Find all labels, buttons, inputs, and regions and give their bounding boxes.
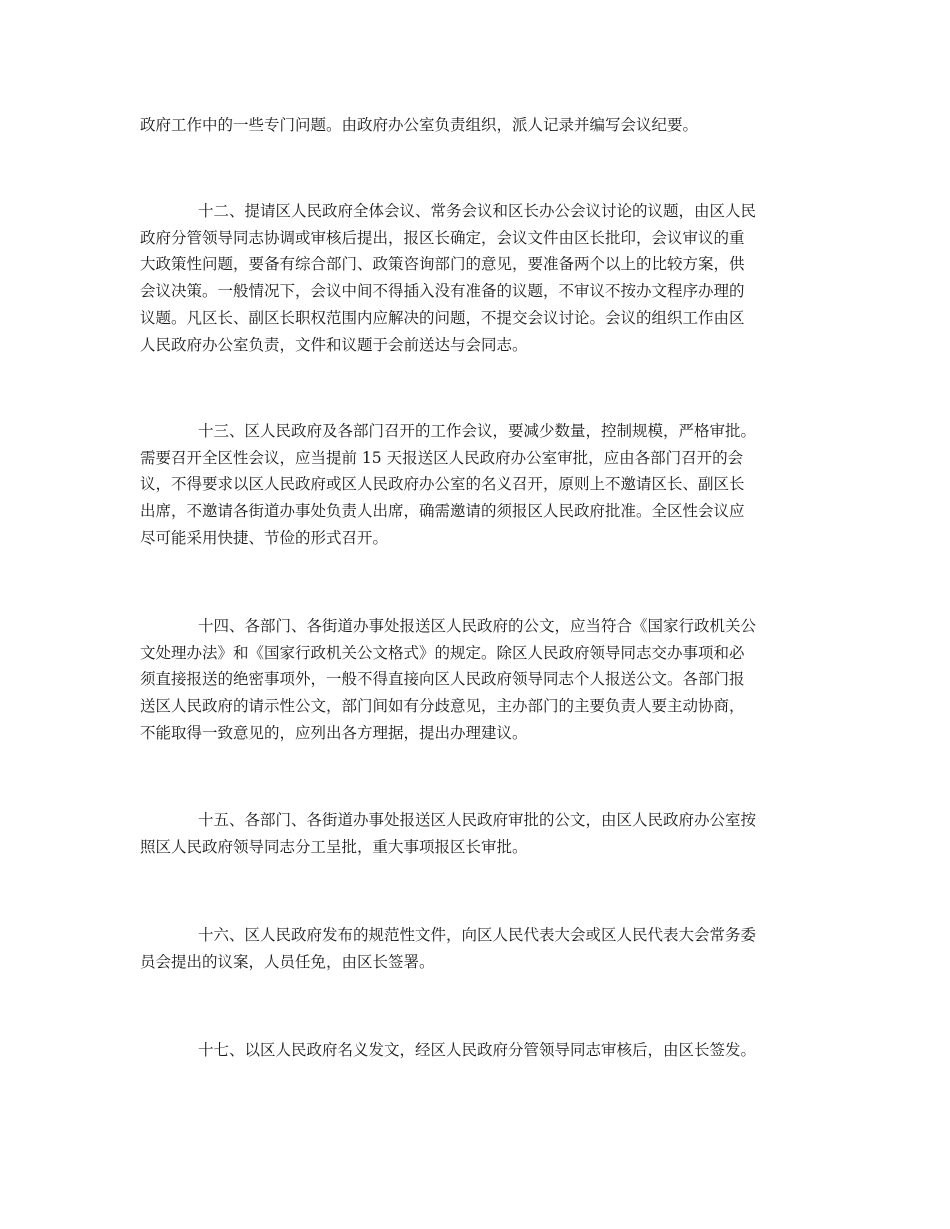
text-line: 十五、各部门、各街道办事处报送区人民政府审批的公文，由区人民政府办公室按	[198, 811, 757, 829]
text-line: 议题。凡区长、副区长职权范围内应解决的问题，不提交会议讨论。会议的组织工作由区	[140, 308, 745, 327]
text-line: 不能取得一致意见的，应列出各方理据，提出办理建议。	[140, 723, 528, 742]
paragraph-article-17	[140, 1037, 812, 1064]
text-line: 须直接报送的绝密事项外，一般不得直接向区人民政府领导同志个人报送公文。各部门报	[140, 670, 745, 689]
paragraph-article-15	[140, 807, 812, 860]
text-line: 政府分管领导同志协调或审核后提出，报区长确定，会议文件由区长批印，会议审议的重	[140, 228, 745, 247]
paragraph-article-13	[140, 418, 812, 552]
text-line: 十四、各部门、各街道办事处报送区人民政府的公文，应当符合《国家行政机关公	[198, 617, 757, 635]
text-line: 十三、区人民政府及各部门召开的工作会议，要减少数量，控制规模，严格审批。	[198, 422, 757, 440]
text-line: 议，不得要求以区人民政府或区人民政府办公室的名义召开，原则上不邀请区长、副区长	[140, 475, 745, 494]
text-line: 员会提出的议案，人员任免，由区长签署。	[140, 952, 435, 971]
text-line: 十六、区人民政府发布的规范性文件，向区人民代表大会或区人民代表大会常务委	[198, 926, 757, 944]
text-line: 十七、以区人民政府名义发文，经区人民政府分管领导同志审核后，由区长签发。	[198, 1041, 757, 1059]
paragraph-article-12	[140, 198, 812, 358]
text-line: 十二、提请区人民政府全体会议、常务会议和区长办公会议讨论的议题，由区人民	[198, 202, 757, 220]
paragraph-article-14	[140, 613, 812, 747]
paragraph-continuation	[140, 112, 812, 139]
text-line: 送区人民政府的请示性公文，部门间如有分歧意见，主办部门的主要负责人要主动协商，	[140, 697, 745, 716]
text-line: 尽可能采用快捷、节俭的形式召开。	[140, 528, 389, 547]
text-line: 照区人民政府领导同志分工呈批，重大事项报区长审批。	[140, 837, 528, 856]
paragraph-article-16	[140, 922, 812, 975]
text-line: 政府工作中的一些专门问题。由政府办公室负责组织，派人记录并编写会议纪要。	[140, 116, 699, 134]
text-line: 人民政府办公室负责，文件和议题于会前送达与会同志。	[140, 335, 528, 354]
text-line: 文处理办法》和《国家行政机关公文格式》的规定。除区人民政府领导同志交办事项和必	[140, 643, 745, 662]
text-line: 出席，不邀请各街道办事处负责人出席，确需邀请的须报区人民政府批准。全区性会议应	[140, 502, 745, 521]
text-line: 大政策性问题，要备有综合部门、政策咨询部门的意见，要准备两个以上的比较方案，供	[140, 255, 745, 274]
text-line: 需要召开全区性会议，应当提前 15 天报送区人民政府办公室审批，应由各部门召开的会	[140, 448, 744, 467]
text-line: 会议决策。一般情况下，会议中间不得插入没有准备的议题，不审议不按办文程序办理的	[140, 282, 745, 301]
